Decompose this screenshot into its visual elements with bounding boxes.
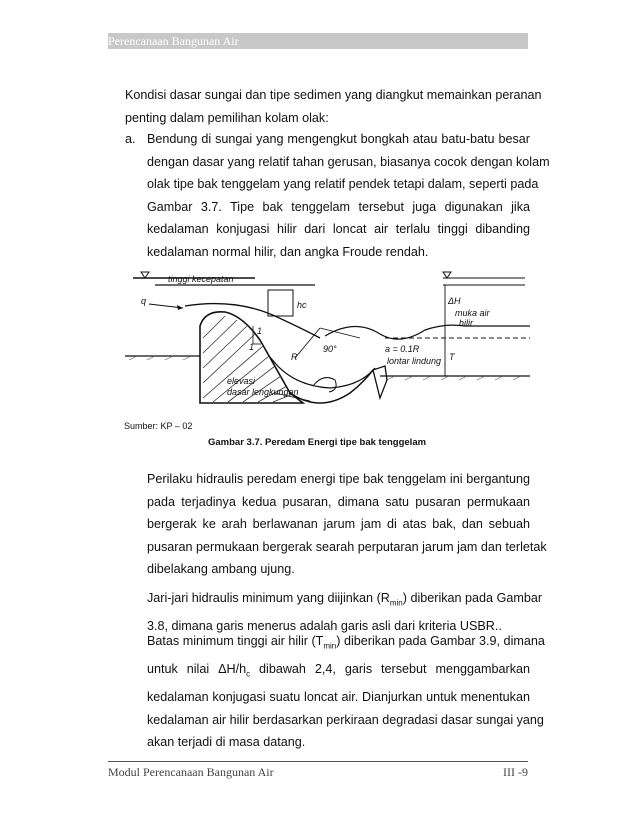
label-tinggi-kecepatan: tinggi kecepatan	[168, 274, 234, 284]
text-line: Gambar 3.7. Tipe bak tenggelam tersebut juga digunakan jika	[147, 199, 530, 214]
text-fragment: Jari-jari hidraulis minimum yang diijinkan (R	[147, 591, 390, 605]
label-a: a = 0.1R	[385, 344, 420, 354]
label-t: T	[449, 352, 455, 362]
label-angle: 90°	[323, 344, 337, 354]
text-line: bergerak ke arah berlawanan jarum jam di atas bak, dan sebuah	[147, 517, 530, 532]
list-marker: a.	[125, 132, 136, 146]
text-line: olak tipe bak tenggelam yang relatif pendek tetapi dalam, seperti pada	[147, 177, 539, 192]
label-dasar: dasar lengkungan	[227, 387, 299, 397]
subscript-min: min	[323, 641, 337, 651]
running-header: Perencanaan Bangunan Air	[108, 34, 239, 48]
text-line	[147, 658, 530, 686]
text-line: kedalaman konjugasi suatu loncat air. Dianjurkan untuk menentukan	[147, 690, 530, 705]
text-fragment: dibawah 2,4, garis tersebut menggambarkan	[250, 662, 530, 677]
list-item-a	[147, 128, 550, 264]
text-line: pada terjadinya kedua pusaran, dimana satu pusaran permukaan	[147, 494, 530, 509]
footer-module-title: Modul Perencanaan Bangunan Air	[108, 765, 274, 779]
text-line: kedalaman konjugasi hilir dari loncat air terlalu tinggi dibanding	[147, 222, 530, 237]
subscript-c: c	[246, 669, 251, 679]
label-ratio-2: 1	[249, 342, 255, 352]
label-lontar: lontar lindung	[387, 356, 442, 366]
label-hilir: hilir	[459, 318, 474, 328]
paragraph-hydraulic-behavior	[147, 468, 547, 581]
text-line: dengan dasar yang relatif tahan gerusan, biasanya cocok dengan kolam	[147, 154, 550, 169]
page-number: III -9	[503, 765, 528, 779]
text-line: kedalaman normal hilir, dan angka Froude rendah.	[147, 244, 429, 259]
label-hc: hc	[297, 300, 307, 310]
label-delta-h: ΔH	[448, 296, 461, 306]
text-line: pusaran permukaan bergerak searah perputaran jarum jam dan terletak	[147, 539, 547, 554]
text-fragment: ) diberikan pada Gambar	[402, 591, 543, 605]
figure-source: Sumber: KP – 02	[124, 421, 193, 431]
paragraph-tailwater	[147, 630, 545, 754]
stilling-basin-figure	[125, 268, 530, 413]
text-line	[147, 587, 543, 615]
text-line: 3.8, dimana garis menerus adalah garis asli dari kriteria USBR..	[147, 619, 502, 634]
text-fragment: Batas minimum tinggi air hilir (T	[147, 634, 324, 648]
text-line: Kondisi dasar sungai dan tipe sedimen yang diangkut memainkan peranan	[125, 88, 542, 102]
text-line: Bendung di sungai yang mengengkut bongkah atau batu-batu besar	[147, 132, 530, 146]
text-line: dibelakang ambang ujung.	[147, 562, 295, 577]
text-line: penting dalam pemilihan kolam olak:	[125, 110, 329, 125]
label-q: q	[141, 296, 147, 306]
subscript-min: min	[389, 598, 403, 608]
text-line: akan terjadi di masa datang.	[147, 735, 306, 750]
footer-rule	[108, 761, 528, 762]
label-elevasi: elevasi	[227, 376, 256, 386]
intro-paragraph	[125, 84, 542, 129]
label-r: R	[291, 352, 298, 362]
text-line: Perilaku hidraulis peredam energi tipe bak tenggelam ini bergantung	[147, 472, 530, 486]
text-line: kedalaman air hilir berdasarkan perkiraan degradasi dasar sungai yang	[147, 712, 544, 727]
text-fragment: ) diberikan pada Gambar 3.9, dimana	[336, 634, 545, 648]
text-fragment: untuk nilai ΔH/h	[147, 662, 247, 677]
label-ratio-1: 1	[257, 326, 263, 336]
figure-caption: Gambar 3.7. Peredam Energi tipe bak tenggelam	[208, 437, 427, 448]
label-muka-air: muka air	[455, 308, 490, 318]
text-line	[147, 630, 545, 658]
